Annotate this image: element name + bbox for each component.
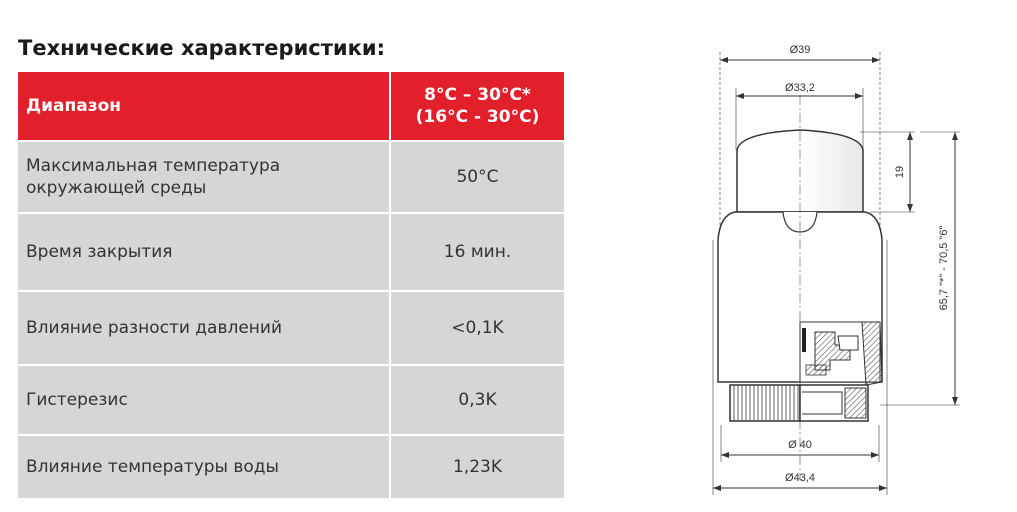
row-label-line2: окружающей среды: [26, 178, 207, 198]
union-nut: [730, 385, 868, 421]
dim-cap-height: [860, 132, 915, 212]
row-value: 50°C: [390, 141, 564, 213]
table-row: [18, 435, 564, 498]
dim-top-inner-label: Ø33,2: [785, 82, 815, 94]
row-value: 0,3K: [390, 365, 564, 435]
row-label: Время закрытия: [18, 213, 390, 291]
row-label: Влияние температуры воды: [18, 435, 390, 498]
row-label: [18, 141, 390, 213]
thermostat-head-drawing: [690, 30, 990, 500]
section-title: Технические характеристики:: [18, 36, 385, 60]
table-row: [18, 365, 564, 435]
row-value: 1,23K: [390, 435, 564, 498]
table-header-row: [18, 72, 564, 141]
dim-bottom-inner-label: Ø 40: [788, 439, 812, 451]
header-value: [390, 72, 564, 141]
table-row: [18, 141, 564, 213]
row-label: Влияние разности давлений: [18, 291, 390, 365]
cutaway-section: [800, 322, 882, 385]
header-label: Диапазон: [18, 72, 390, 141]
dim-top-outer-label: Ø39: [789, 44, 811, 56]
row-value: 16 мин.: [390, 213, 564, 291]
specs-table: [18, 72, 564, 498]
row-label: Гистерезис: [18, 365, 390, 435]
dim-bottom-outer-label: Ø43,4: [785, 472, 815, 484]
dim-total-height-label: 65,7 "*" - 70,5 "6": [938, 225, 950, 311]
row-label-line1: Максимальная температура: [26, 156, 281, 176]
dim-cap-height-label: 19: [894, 165, 906, 179]
dim-total-height: [880, 132, 960, 405]
row-value: <0,1K: [390, 291, 564, 365]
table-row: [18, 213, 564, 291]
header-value-line2: (16°C - 30°C): [415, 107, 540, 127]
header-value-line1: 8°C – 30°C*: [424, 85, 531, 105]
table-row: [18, 291, 564, 365]
